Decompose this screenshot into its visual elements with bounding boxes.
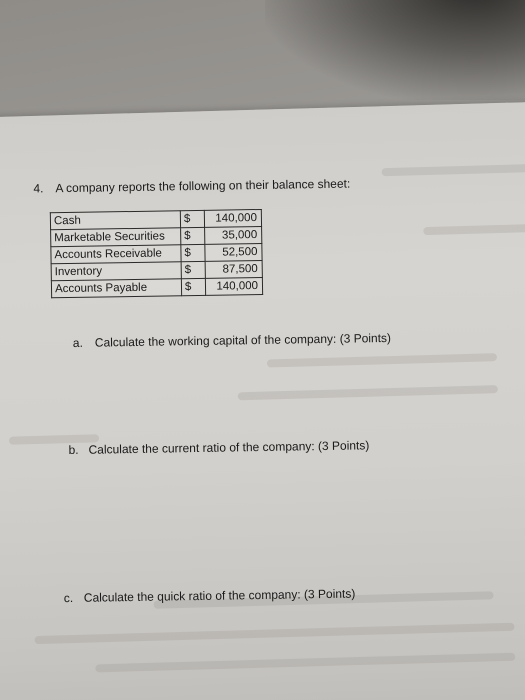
part-letter: c.: [63, 590, 74, 606]
row-label: Accounts Receivable: [51, 245, 181, 264]
row-currency: $: [180, 210, 204, 227]
part-a: [73, 331, 391, 350]
row-currency: $: [181, 244, 205, 261]
part-text: Calculate the quick ratio of the company: (3 Points): [83, 586, 356, 605]
row-label: Accounts Payable: [51, 279, 181, 298]
part-text: Calculate the working capital of the company: (3 Points): [94, 330, 392, 350]
row-amount: 87,500: [205, 260, 262, 278]
row-label: Inventory: [51, 262, 181, 281]
row-label: Marketable Securities: [51, 228, 181, 247]
part-letter: b.: [68, 442, 79, 458]
table-row: [51, 277, 262, 297]
part-text: Calculate the current ratio of the company: (3 Points): [88, 438, 370, 457]
question-prompt: A company reports the following on their balance sheet:: [55, 176, 351, 196]
row-currency: $: [181, 227, 205, 244]
row-currency: $: [181, 278, 205, 295]
row-amount: 35,000: [205, 226, 262, 244]
balance-sheet-table: [50, 209, 263, 298]
part-b: [68, 438, 369, 457]
row-amount: 140,000: [204, 209, 261, 227]
part-c: [64, 587, 356, 606]
row-amount: 140,000: [205, 277, 262, 295]
part-letter: a.: [72, 335, 83, 350]
row-currency: $: [181, 261, 205, 278]
question-4: [33, 177, 350, 196]
row-label: Cash: [50, 211, 180, 230]
row-amount: 52,500: [205, 243, 262, 261]
question-number: 4.: [33, 181, 44, 196]
